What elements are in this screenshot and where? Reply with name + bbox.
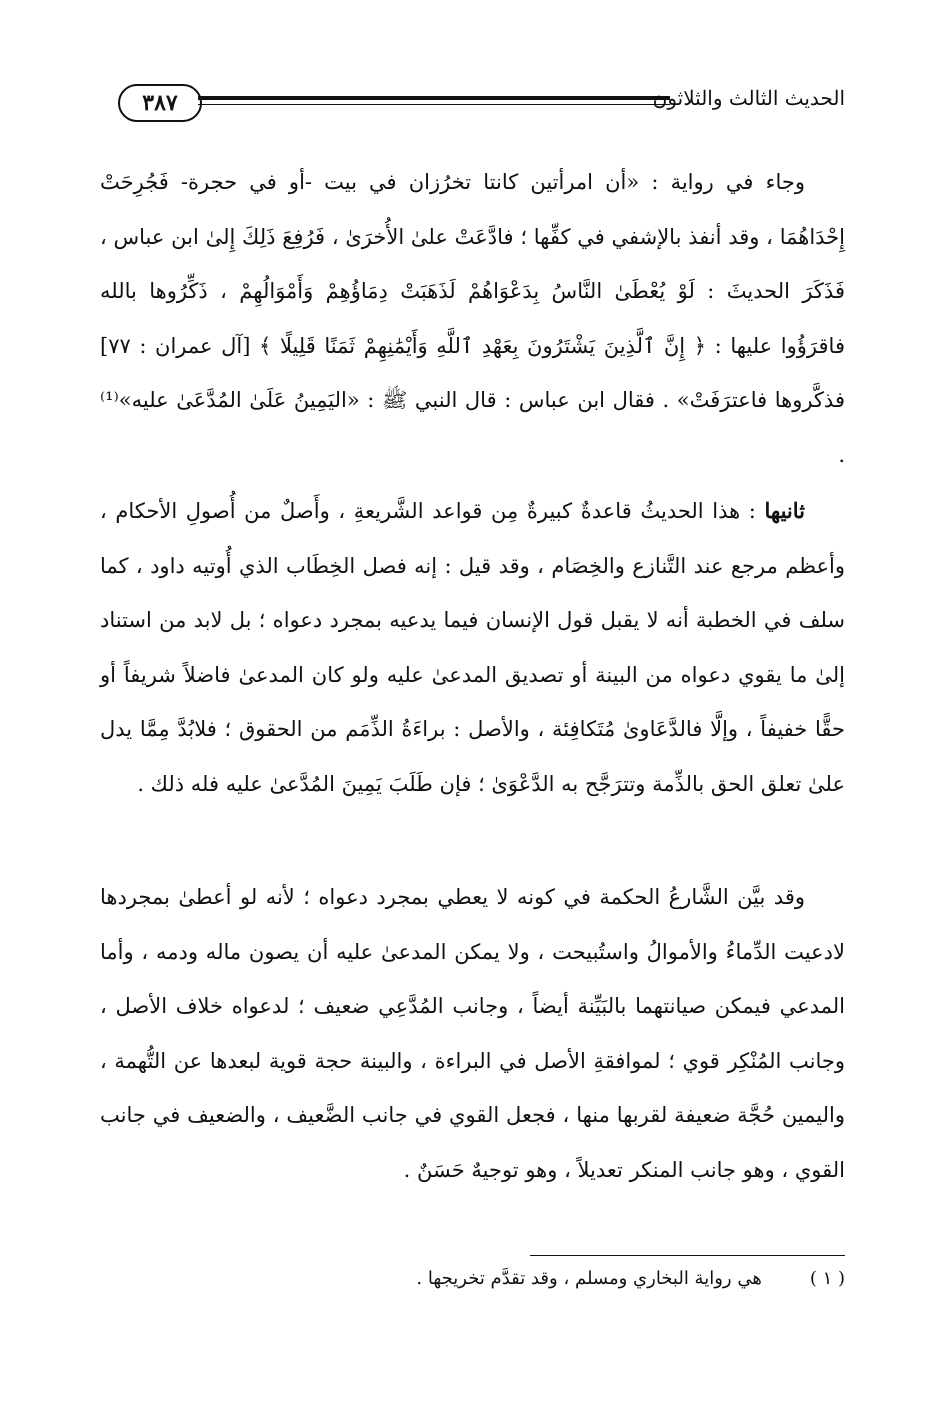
- paragraph-1: [100, 155, 845, 482]
- header-rule-thin: [198, 104, 670, 105]
- paragraph-2-text: [100, 484, 845, 811]
- page-header: [110, 78, 845, 128]
- page-number: ٣٨٧: [118, 84, 202, 122]
- footnote: [300, 1268, 845, 1289]
- paragraph-3: [100, 870, 845, 1197]
- header-rule: [198, 94, 670, 108]
- paragraph-2-body: : هذا الحديثُ قاعدةٌ كبيرةٌ مِن قواعد الشَّريعةِ ، وأَصلٌ من أُصولِ الأحكام ، وأعظم مرجع عند التَّنازع والخِصَام ، وقد قيل : إنه فصل الخِطَاب الذي أُوتيه داود ، كما سلف في الخطبة أنه لا يقبل قول الإنسان فيما يدعيه بمجرد دعواه ؛ بل لابد من استناد إلىٰ ما يقوي دعواه من البينة أو تصديق المدعىٰ عليه ولو كان المدعىٰ فاضلاً شريفاً أو حقًّا خفيفاً ، وإلَّا فالدَّعَاوىٰ مُتَكافِئة ، والأصل : براءَةُ الذِّمَم من الحقوق ؛ فلابُدَّ مِمَّا يدل علىٰ تعلق الحق بالذِّمة وتترَجَّح به الدَّعْوَىٰ ؛ فإن طَلَبَ يَمِينَ المُدَّعىٰ عليه فله ذلك .: [100, 499, 845, 796]
- paragraph-2: [100, 484, 845, 811]
- footnote-text: هي رواية البخاري ومسلم ، وقد تقدَّم تخريجها .: [416, 1268, 762, 1289]
- paragraph-1-text: وجاء في رواية : «أن امرأتين كانتا تخرُزان في بيت -أو في حجرة- فَجُرِحَتْ إِحْدَاهُمَا ، وقد أنفذ بالإشفي في كفِّها ؛ فادَّعَتْ علىٰ الأُخرَىٰ ، فَرُفِعَ ذَلِكَ إِلىٰ ابن عباس ، فَذَكَرَ الحديثَ : لَوْ يُعْطَىٰ النَّاسُ بِدَعْوَاهُمْ لَذَهَبَتْ دِمَاؤُهِمْ وَأَمْوَالُهِمْ ، ذَكِّرُوها بالله فاقرَؤُوا عليها : ﴿ إِنَّ ٱلَّذِينَ يَشْتَرُونَ بِعَهْدِ ٱللَّهِ وَأَيْمَٰنِهِمْ ثَمَنًا قَلِيلًا ﴾ [آل عمران : ٧٧] فذكَّروها فاعترَفَتْ» . فقال ابن عباس : قال النبي ﷺ : «اليَمِينُ عَلَىٰ المُدَّعَىٰ عليه»⁽¹⁾ .: [100, 170, 845, 467]
- footnote-marker: ( ١ ): [809, 1268, 845, 1289]
- footnote-rule: [530, 1255, 845, 1256]
- chapter-title: الحديث الثالث والثلاثون: [652, 86, 845, 110]
- paragraph-2-lead: ثانيها: [764, 498, 805, 523]
- paragraph-3-text: وقد بيَّن الشَّارعُ الحكمة في كونه لا يعطي بمجرد دعواه ؛ لأنه لو أعطىٰ بمجردها لادعيت الدِّماءُ والأموالُ واستُبيحت ، ولا يمكن المدعىٰ عليه أن يصون ماله ودمه ، وأما المدعي فيمكن صيانتهما بالبَيِّنة أيضاً ، وجانب المُدَّعِي ضعيف ؛ لدعواه خلاف الأصل ، وجانب المُنْكِر قوي ؛ لموافقةِ الأصل في البراءة ، والبينة حجة قوية لبعدها عن التُّهمة ، واليمين حُجَّة ضعيفة لقربها منها ، فجعل القوي في جانب الضَّعيف ، والضعيف في جانب القوي ، وهو جانب المنكر تعديلاً ، وهو توجيهٌ حَسَنٌ .: [100, 885, 845, 1182]
- header-rule-thick: [198, 96, 670, 100]
